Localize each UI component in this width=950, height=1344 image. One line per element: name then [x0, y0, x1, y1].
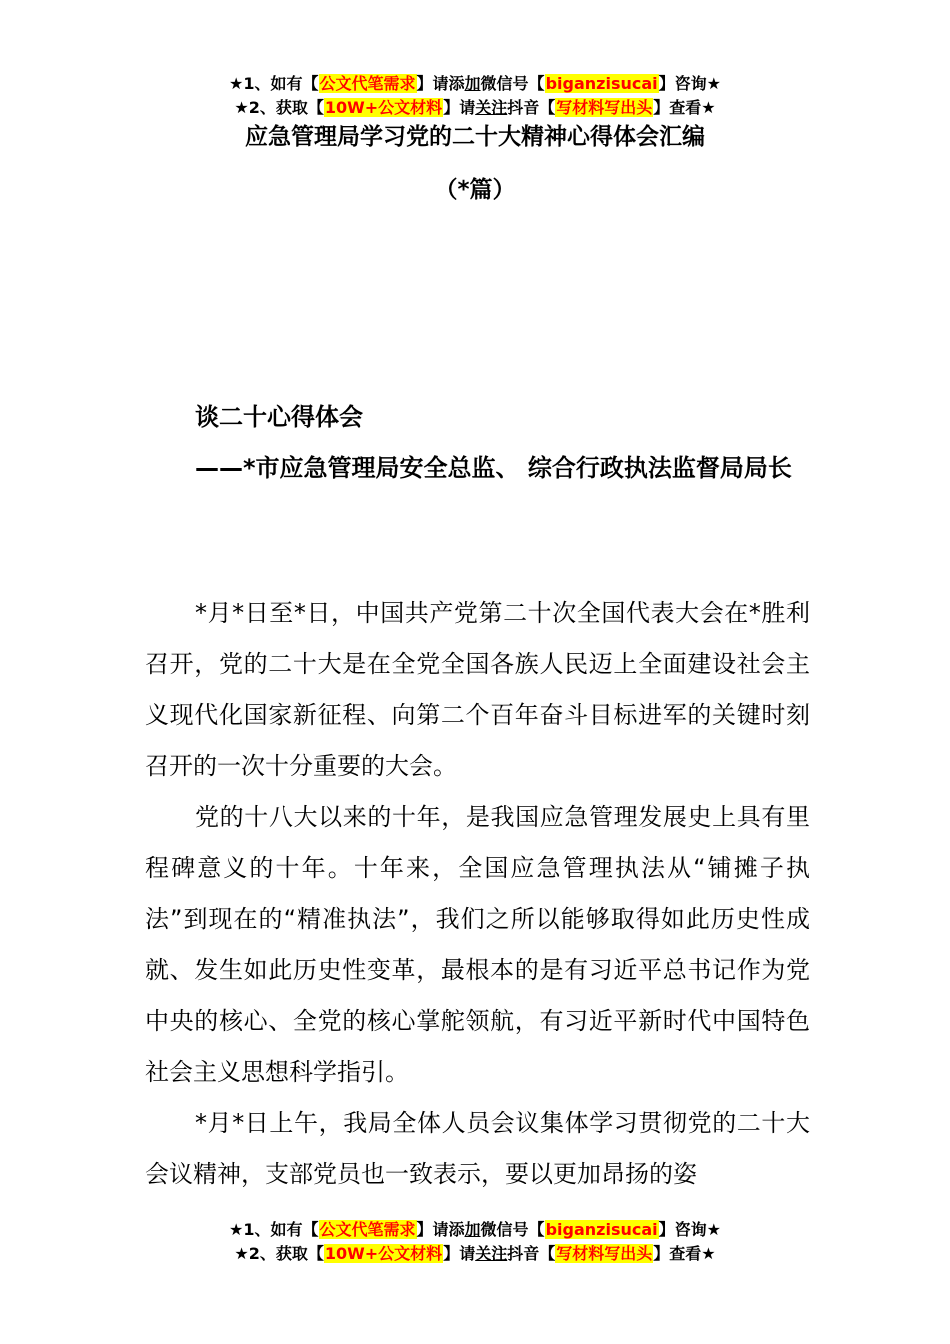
article-heading: 谈二十心得体会 — [195, 403, 363, 431]
article-body — [145, 588, 810, 1200]
highlight-douyin-account: 写材料写出头 — [556, 1244, 653, 1263]
highlight-materials: 10W+公文材料 — [324, 98, 443, 117]
promo-line-2-top: ★2、获取【10W+公文材料】请关注抖音【写材料写出头】查看★ — [234, 98, 716, 117]
highlight-wechat-id: biganzisucai — [545, 1220, 658, 1239]
document-subtitle: （*篇） — [434, 177, 516, 203]
paragraph: *月*日上午，我局全体人员会议集体学习贯彻党的二十大会议精神，支部党员也一致表示，要以更加昂扬的姿 — [145, 1109, 810, 1188]
highlight-writing-service: 公文代笔需求 — [319, 1220, 416, 1239]
promo-line-1-bottom: ★1、如有【公文代笔需求】请添加微信号【biganzisucai】咨询★ — [229, 1220, 721, 1239]
highlight-materials: 10W+公文材料 — [324, 1244, 443, 1263]
highlight-writing-service: 公文代笔需求 — [319, 74, 416, 93]
highlight-wechat-id: biganzisucai — [545, 74, 658, 93]
promo-line-2-bottom: ★2、获取【10W+公文材料】请关注抖音【写材料写出头】查看★ — [234, 1244, 716, 1263]
promo-line-1-top: ★1、如有【公文代笔需求】请添加微信号【biganzisucai】咨询★ — [229, 74, 721, 93]
paragraph: 党的十八大以来的十年，是我国应急管理发展史上具有里程碑意义的十年。十年来，全国应急管理执法从“铺摊子执法”到现在的“精准执法”，我们之所以能够取得如此历史性成就、发生如此历史性变革，最根本的是有习近平总书记作为党中央的核心、全党的核心掌舵领航，有习近平新时代中国特色社会主义思想科学指引。 — [145, 803, 810, 1086]
document-title: 应急管理局学习党的二十大精神心得体会汇编 — [245, 124, 705, 150]
paragraph: *月*日至*日，中国共产党第二十次全国代表大会在*胜利召开，党的二十大是在全党全国各族人民迈上全面建设社会主义现代化国家新征程、向第二个百年奋斗目标进军的关键时刻召开的一次十分重要的大会。 — [145, 599, 810, 780]
highlight-douyin-account: 写材料写出头 — [556, 98, 653, 117]
author-line: ——*市应急管理局安全总监、 综合行政执法监督局局长 — [195, 454, 792, 482]
